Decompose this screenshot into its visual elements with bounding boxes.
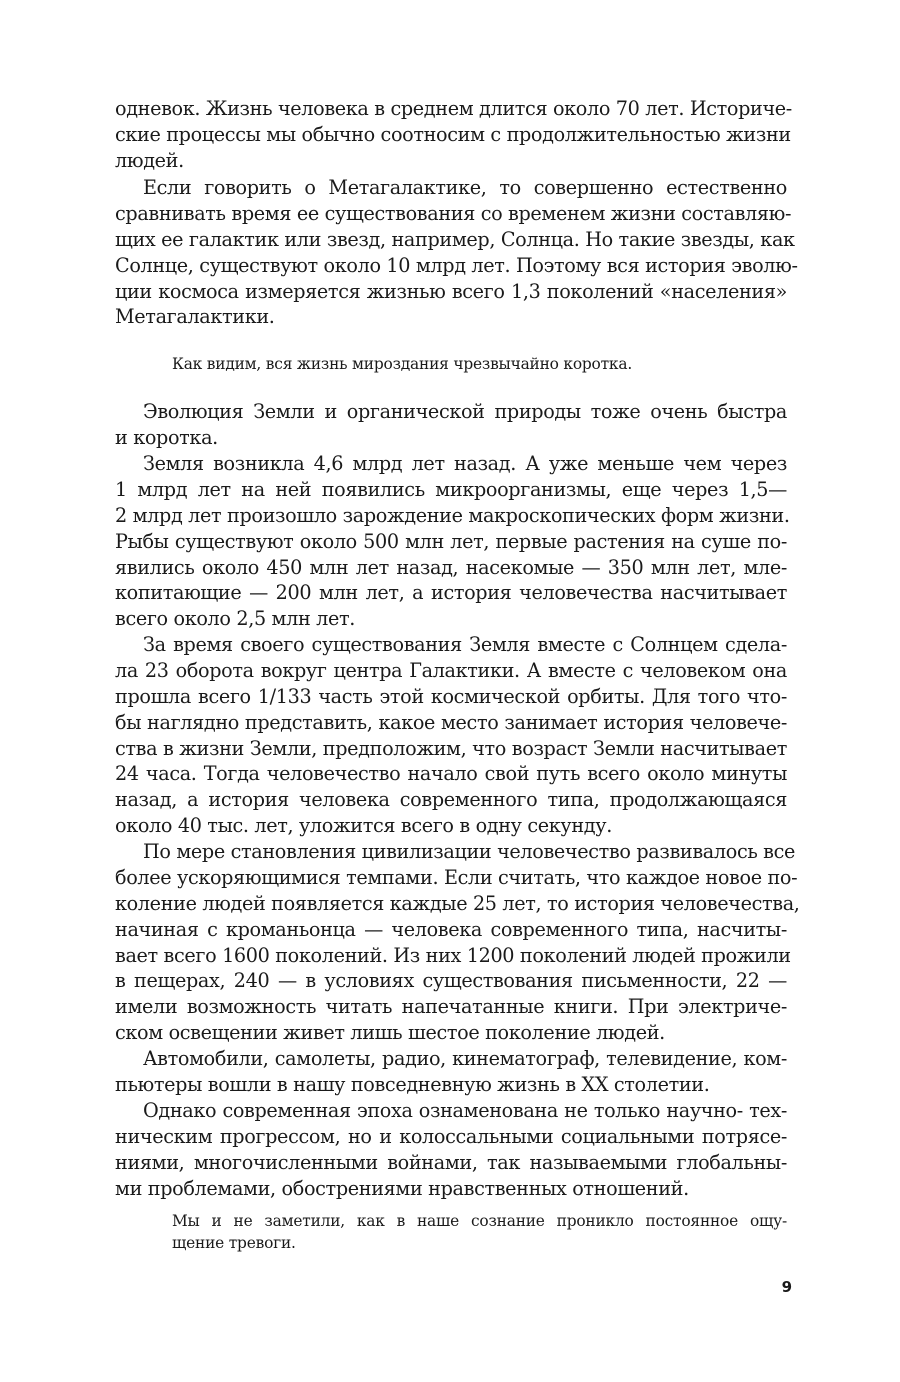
text-line: коление людей появляется каждые 25 лет, то история человечества,	[115, 891, 800, 915]
page-number: 9	[781, 1278, 792, 1296]
text-line: назад, а история человека современного типа, продолжающаяся	[115, 788, 787, 812]
text-line: Однако современная эпоха ознаменована не только научно- тех-	[143, 1099, 787, 1122]
text-line: Если говорить о Метагалактике, то совершенно естественно	[143, 176, 787, 199]
text-line: По мере становления цивилизации человечество развивалось все	[143, 840, 796, 863]
text-line: Метагалактики.	[115, 305, 275, 329]
highlighted-quote	[115, 1210, 787, 1254]
paragraph	[115, 1046, 787, 1098]
text-line: ническим прогрессом, но и колоссальными социальными потрясе-	[115, 1124, 787, 1148]
text-line: щих ее галактик или звезд, например, Солнца. Но такие звезды, как	[115, 227, 795, 251]
text-line: Эволюция Земли и органической природы тоже очень быстра	[143, 400, 787, 423]
text-line: копитающие — 200 млн лет, а история человечества насчитывает	[115, 581, 787, 605]
text-line: ские процессы мы обычно соотносим с продолжительностью жизни	[115, 122, 791, 146]
text-line: 1 млрд лет на ней появились микроорганизмы, еще через 1,5—	[115, 477, 787, 501]
text-line: начиная с кроманьонца — человека современного типа, насчиты-	[115, 917, 787, 941]
text-line: более ускоряющимися темпами. Если считать, что каждое новое по-	[115, 865, 798, 889]
text-line: явились около 450 млн лет назад, насекомые — 350 млн лет, мле-	[115, 555, 787, 579]
text-line: людей.	[115, 148, 184, 172]
paragraph	[115, 175, 798, 330]
text-line: одневок. Жизнь человека в среднем длится около 70 лет. Историче-	[115, 97, 792, 120]
quote-line: щение тревоги.	[172, 1234, 296, 1252]
text-line: ниями, многочисленными войнами, так называемыми глобальны-	[115, 1150, 787, 1174]
text-line: бы наглядно представить, какое место занимает история человече-	[115, 710, 787, 734]
text-line: пьютеры вошли в нашу повседневную жизнь в XX столетии.	[115, 1072, 710, 1096]
text-line: Солнце, существуют около 10 млрд лет. Поэтому вся история эволю-	[115, 253, 798, 277]
text-line: Автомобили, самолеты, радио, кинематограф, телевидение, ком-	[143, 1047, 787, 1070]
quote-line: Как видим, вся жизнь мироздания чрезвычайно коротка.	[172, 355, 633, 373]
text-line: 2 млрд лет произошло зарождение макроскопических форм жизни.	[115, 503, 790, 527]
text-line: ском освещении живет лишь шестое поколение людей.	[115, 1021, 665, 1045]
text-line: в пещерах, 240 — в условиях существования письменности, 22 —	[115, 969, 787, 993]
text-line: и коротка.	[115, 425, 218, 449]
text-line: Рыбы существуют около 500 млн лет, первые растения на суше по-	[115, 529, 787, 553]
text-line: ми проблемами, обострениями нравственных отношений.	[115, 1176, 689, 1200]
paragraph	[115, 1098, 787, 1202]
paragraph	[115, 451, 790, 632]
paragraph	[115, 399, 787, 451]
text-line: ства в жизни Земли, предположим, что возраст Земли насчитывает	[115, 736, 787, 760]
highlighted-quote	[115, 353, 787, 375]
text-line: ции космоса измеряется жизнью всего 1,3 поколений «населения»	[115, 279, 787, 303]
text-line: сравнивать время ее существования со временем жизни составляю-	[115, 201, 792, 225]
paragraph	[115, 839, 800, 1046]
text-line: вает всего 1600 поколений. Из них 1200 поколений людей прожили	[115, 943, 791, 967]
text-line: всего около 2,5 млн лет.	[115, 607, 356, 631]
paragraph	[115, 96, 792, 174]
text-line: ла 23 оборота вокруг центра Галактики. А вместе с человеком она	[115, 658, 787, 682]
text-line: За время своего существования Земля вместе с Солнцем сдела-	[143, 633, 787, 656]
text-line: прошла всего 1/133 часть этой космической орбиты. Для того что-	[115, 684, 787, 708]
paragraph	[115, 632, 787, 839]
text-line: Земля возникла 4,6 млрд лет назад. А уже меньше чем через	[143, 452, 787, 475]
text-line: 24 часа. Тогда человечество начало свой путь всего около минуты	[115, 762, 787, 786]
text-line: около 40 тыс. лет, уложится всего в одну секунду.	[115, 814, 612, 838]
text-line: имели возможность читать напечатанные книги. При электриче-	[115, 995, 787, 1019]
quote-line: Мы и не заметили, как в наше сознание проникло постоянное ощу-	[172, 1212, 787, 1230]
